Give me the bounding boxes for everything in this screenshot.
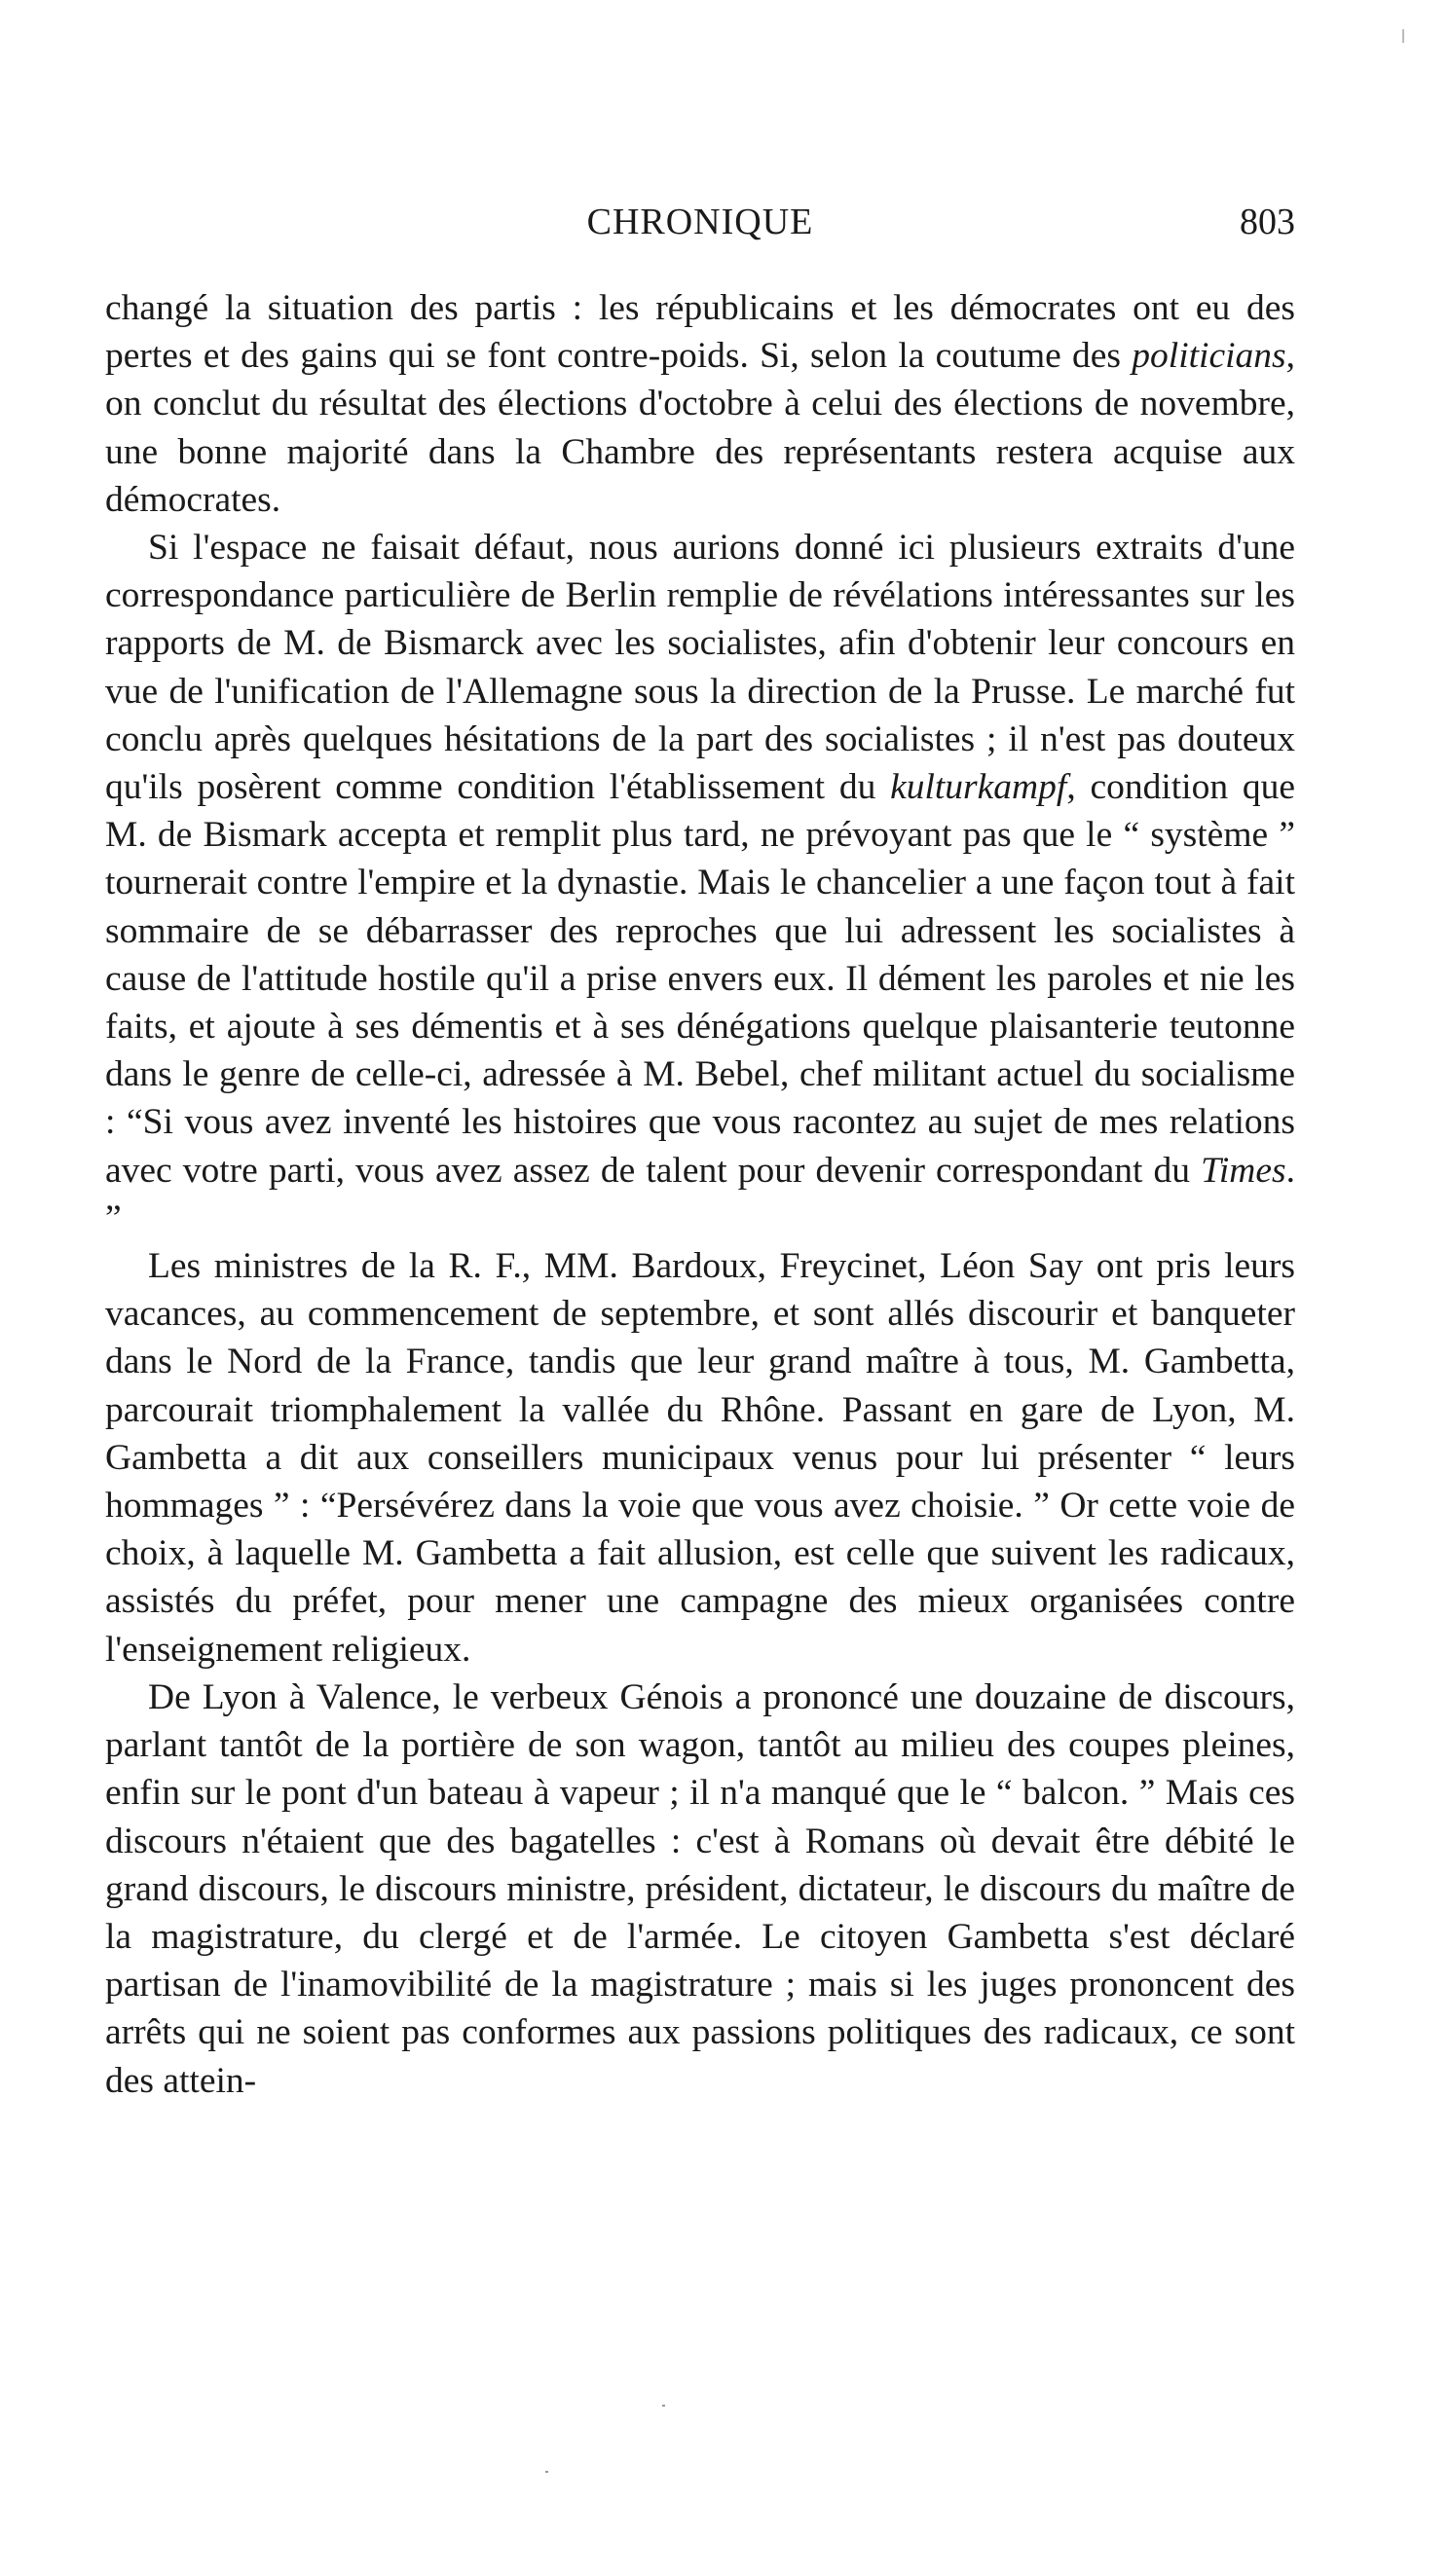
italic-run: Times <box>1201 1150 1286 1191</box>
text-run: , on conclut du résultat des élections d'octobre à celui des élections de novembre, une bonne majorité dans la Chambre des représentants restera acquise aux démocrates. <box>105 336 1295 520</box>
text-run: , condition que M. de Bismark accepta et remplit plus tard, ne prévoyant pas que le “ système ” tournerait contre l'empire et la dynastie. Mais le chancelier a une façon tout à fait sommaire de se débarrasser des reproches que lui adressent les socialistes à cause de l'attitude hostile qu'il a prise envers eux. Il dément les paroles et nie les faits, et ajoute à ses démentis et à ses dénégations quelque plaisanterie teutonne dans le genre de celle-ci, adressée à M. Bebel, chef militant actuel du socialisme : “Si vous avez inventé les histoires que vous racontez au sujet de mes relations avec votre parti, vous avez assez de talent pour devenir correspondant du <box>105 767 1295 1191</box>
text-run: De Lyon à Valence, le verbeux Génois a prononcé une douzaine de discours, parlant tantôt de la portière de son wagon, tantôt au milieu des coupes pleines, enfin sur le pont d'un bateau à vapeur ; il n'a manqué que le “ balcon. ” Mais ces discours n'étaient que des bagatelles : c'est à Romans où devait être débité le grand discours, le discours ministre, président, dictateur, le discours du maître de la magistrature, du clergé et de l'armée. Le citoyen Gambetta s'est déclaré partisan de l'inamovibilité de la magistrature ; mais si les juges prononcent des arrêts qui ne soient pas conformes aux passions politiques des radicaux, ce sont des attein- <box>105 1676 1295 2101</box>
page-header <box>105 201 1295 255</box>
text-run: Si l'espace ne faisait défaut, nous aurions donné ici plusieurs extraits d'une correspondance particulière de Berlin remplie de révélations intéressantes sur les rapports de M. de Bismarck avec les socialistes, afin d'obtenir leur concours en vue de l'unification de l'Allemagne sous la direction de la Prusse. Le marché fut conclu après quelques hésitations de la part des socialistes ; il n'est pas douteux qu'ils posèrent comme condition l'établissement du <box>105 528 1295 808</box>
italic-run: kulturkampf <box>890 767 1067 808</box>
paragraph-3 <box>105 1242 1295 1674</box>
page-number: 803 <box>1240 202 1295 242</box>
text-run: changé la situation des partis : les républicains et les démocrates ont eu des pertes et des gains qui se font contre-poids. Si, selon la coutume des <box>105 288 1295 377</box>
paragraph-2 <box>105 524 1295 1242</box>
text-run: Les ministres de la R. F., MM. Bardoux, Freycinet, Léon Say ont pris leurs vacances, au commencement de septembre, et sont allés discourir et banqueter dans le Nord de la France, tandis que leur grand maître à tous, M. Gambetta, parcourait triomphalement la vallée du Rhône. Passant en gare de Lyon, M. Gambetta a dit aux conseillers municipaux venus pour lui présenter “ leurs hommages ” : “Persévérez dans la voie que vous avez choisie. ” Or cette voie de choix, à laquelle M. Gambetta a fait allusion, est celle que suivent les radicaux, assistés du préfet, pour mener une campagne des mieux organisées contre l'enseignement religieux. <box>105 1246 1295 1670</box>
print-speck <box>662 2405 665 2407</box>
print-speck <box>545 2471 548 2473</box>
paragraph-4 <box>105 1674 1295 2105</box>
running-title: CHRONIQUE <box>586 202 814 242</box>
text-run: . ” <box>105 1150 1295 1238</box>
body-text <box>105 284 1295 2105</box>
italic-run: politicians <box>1132 336 1286 377</box>
paragraph-1 <box>105 284 1295 524</box>
scan-mark <box>1402 29 1404 43</box>
